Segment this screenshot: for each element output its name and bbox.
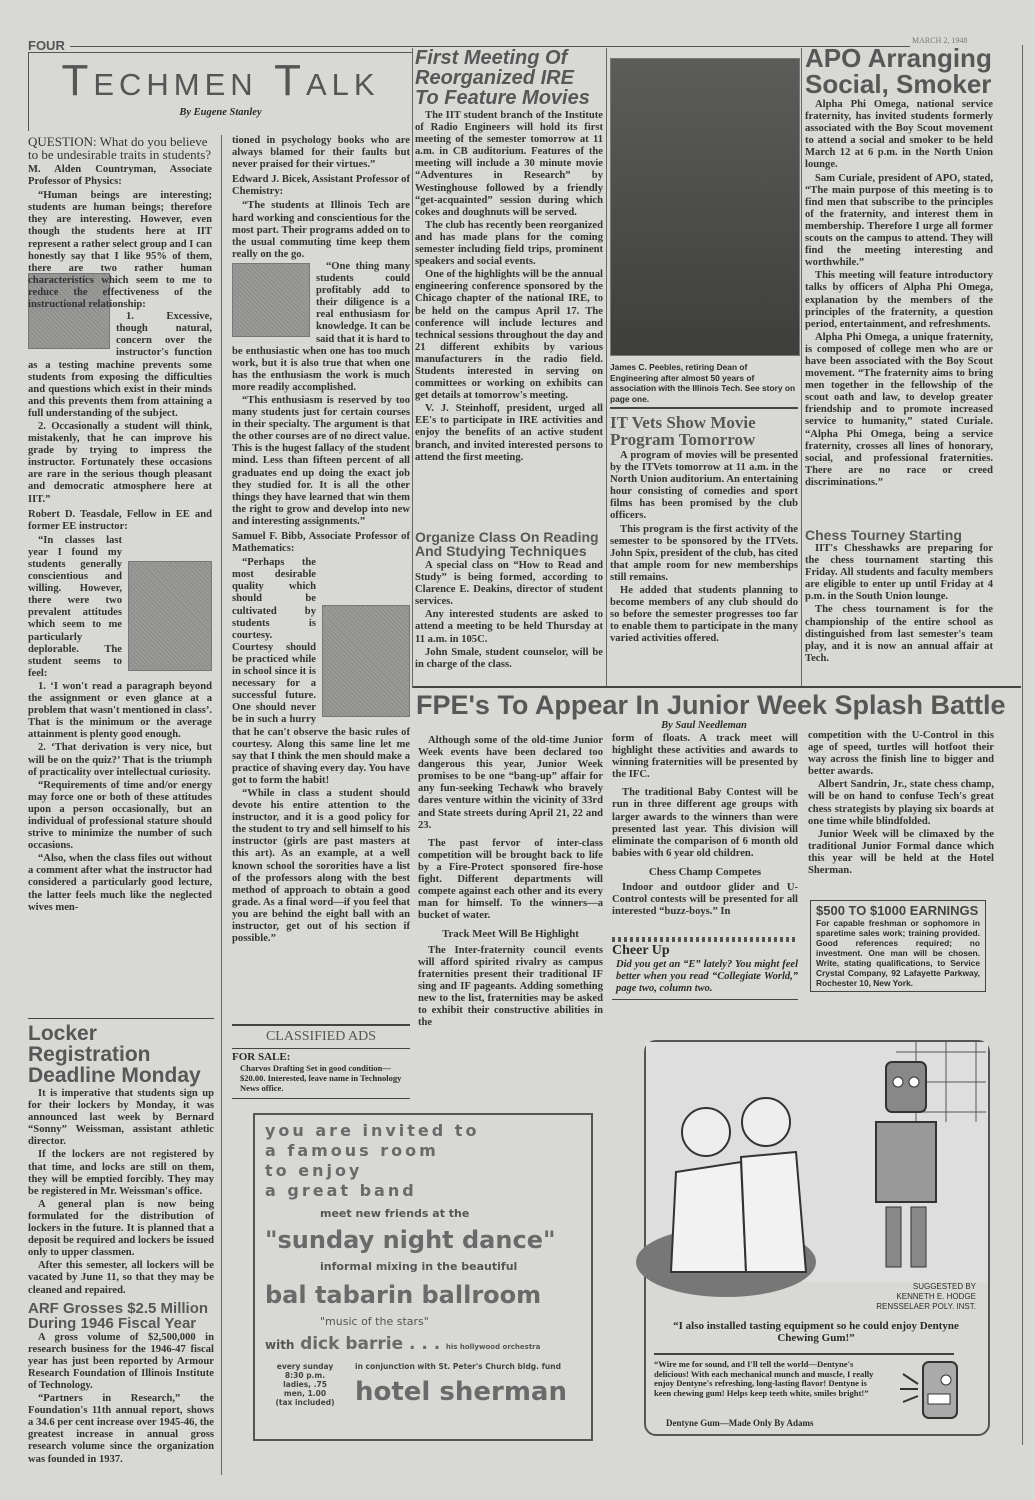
paragraph: “Partners in Research,” the Foundation's 11th annual report, shows a 34.6 per cent increase over 1945-46, the greatest increase in annual gross research volume since the organization was founded in 1937. — [28, 1393, 214, 1465]
paragraph: “Requirements of time and/or energy may force one or both of these attitudes upon a person occasionally, but an individual of professional stature should strive to minimize the number of such occasions. — [28, 779, 212, 852]
venue-name: bal tabarin ballroom — [265, 1281, 542, 1309]
schedule-line: ladies, .75 — [283, 1380, 327, 1389]
paragraph: “Perhaps the most desirable quality which should be cultivated by students is courtesy. Courtesy should be practiced while in school since it is necessary for a successful future. One should never be in such a hurry that he can't observe the basic rules of courtesy. Along this same line let me say that I think the men should make a practice of shaving every day. You have got to form the habit! — [232, 557, 410, 786]
cartoon-illustration — [646, 1042, 988, 1282]
paragraph: IIT's Chesshawks are preparing for the chess tournament starting this Friday. All students and faculty members are eligible to enter up until Friday at 4 p.m. in the South Union lounge. — [805, 543, 993, 603]
paragraph: Alpha Phi Omega, a unique fraternity, is composed of college men who are or have been associated with the Boy Scout movement. “The fraternity aims to bring men together in the fellowship of the scout oath and law, to develop greater friendship and to promote increased service to humanity,” stated Curiale. “Alpha Phi Omega, being a service fraternity, crosses all lines of honorary, social, and professional fraternities. There are no race or creed discriminations.” — [805, 331, 993, 488]
paragraph: “This enthusiasm is reserved by too many students just for certain courses in their specialty. The argument is that the other courses are of no direct value. This is the hugest fallacy of the student mind. Less than fifteen percent of all graduates end up doing the exact job they studied for. It is all the other things they have learned that win them the right to grow and develop into new and interesting assignments.” — [232, 394, 410, 527]
paragraph: It is imperative that students sign up for their lockers by Monday, it was announced last week by Bernard “Sonny” Weissman, assistant athletic director. — [28, 1088, 214, 1148]
paragraph: 2. ‘That derivation is very nice, but will be on the quiz?’ That is the triumph of practicality over intellectual curiosity. — [28, 742, 212, 778]
apo-article — [805, 45, 993, 530]
paragraph: Any interested students are asked to attend a meeting to be held Thursday at 11 a.m. in 105C. — [415, 609, 603, 645]
cheer-title: Cheer Up — [612, 943, 670, 958]
credit-line: RENSSELAER POLY. INST. — [876, 1302, 976, 1311]
paragraph: 2. Occasionally a student will think, mistakenly, that he can improve his grade by trying to impress the instructor. Fortunately these occasions are rare in the serious though pleasant and democratic atmosphere here at IIT.” — [28, 420, 212, 505]
respondent-name: Samuel F. Bibb, Associate Professor of Mathematics: — [232, 531, 410, 555]
cheer-up-box — [612, 937, 798, 1000]
chess-article — [805, 528, 993, 680]
dentyne-ad — [644, 1040, 990, 1436]
headline: Chess Tourney Starting — [805, 527, 962, 543]
cartoon-caption: “I also installed tasting equipment so he could enjoy Dentyne Chewing Gum!” — [673, 1320, 959, 1344]
paragraph: “In classes last year I found my students generally conscientious and willing. However, there were two prevalent attitudes which seem to me particularly deplorable. The student seems to feel: — [28, 534, 122, 679]
schedule-line: every sunday — [276, 1362, 334, 1371]
ad-line: in conjunction with St. Peter's Church bldg. fund — [355, 1362, 561, 1371]
fpe-column-2 — [612, 733, 798, 948]
page-number: FOUR — [28, 38, 65, 53]
paragraph: tioned in psychology books who are always blamed for their faults but never praised for their virtues.” — [232, 135, 410, 171]
paragraph: A special class on “How to Read and Study” is being formed, according to Clarence E. Deakins, director of student services. — [415, 560, 603, 608]
paragraph: Junior Week will be climaxed by the traditional Junior Formal dance which this year will be held at the Hotel Sherman. — [808, 828, 994, 877]
earnings-ad — [810, 900, 986, 992]
credit-line: KENNETH E. HODGE — [896, 1292, 976, 1301]
paragraph: John Smale, student counselor, will be in charge of the class. — [415, 646, 603, 670]
fpe-column-1 — [418, 735, 603, 1095]
fpe-column-3 — [808, 730, 994, 895]
classified-text: Charvos Drafting Set in good condition—$20.00. Interested, leave name in Technology News office. — [240, 1063, 402, 1093]
ad-tagline: Dentyne Gum—Made Only By Adams — [666, 1418, 814, 1428]
paragraph: The traditional Baby Contest will be run in three different age groups with larger awards to the winners than were presented last year. This division will eliminate the comparison of 6 month old babies with 6 year old children. — [612, 787, 798, 859]
photo-caption: James C. Peebles, retiring Dean of Engineering after almost 50 years of association with the Illinois Tech. See story on page one. — [610, 362, 796, 404]
ad-line: with — [265, 1338, 295, 1352]
subhead: Chess Champ Competes — [648, 865, 762, 878]
paragraph: The IIT student branch of the Institute of Radio Engineers will hold its first meeting of the semester tomorrow at 11 a.m. in CB auditorium. Features of the meeting will include a 30 minute movie “Adventures in Research” by Westinghouse followed by a friendly “get-acquainted” session during which cokes and doughnuts will be served. — [415, 110, 603, 218]
paragraph: The Inter-fraternity council events will afford spirited rivalry as campus fraternities present their traditional IF sing and IF pageants. Adding something new to the list, fraternities may be asked to exhibit their constructive abilities in the — [418, 944, 603, 1029]
paragraph: “Human beings are interesting; students are human beings; therefore they are interesting. However, even though the students here at IIT represent a rather select group and I can honestly say that I like 95% of them, there are two rather human characteristics which seem to me to reduce the effectiveness of the instructional relationship: — [28, 190, 212, 311]
paragraph: “One thing many students could profitably add to their diligence is a real enthusiasm for knowledge. It can be said that it is hard to be enthusiastic when one has too much work, but it is also true that when one has the enthusiasm the work is much more readily accomplished. — [232, 260, 410, 393]
cheer-text: Did you get an “E” lately? You might feel better when you read “Collegiate World,” page two, column two. — [616, 959, 798, 994]
headline: IT Vets Show Movie Program Tomorrow — [610, 413, 756, 449]
itvets-article — [610, 414, 798, 686]
paragraph: This program is the first activity of the semester to be sponsored by the ITVets. John Spix, president of the club, has cited that ample room for new memberships still remains. — [610, 523, 798, 583]
paragraph: Sam Curiale, president of APO, stated, “The main purpose of this meeting is to find men that subscribe to the principles of the fraternity, and interest them in membership. Therefore I urge all former scouts on the campus to attend. They will find the meeting interesting and worthwhile.” — [805, 172, 993, 269]
ad-quote: “Wire me for sound, and I'll tell the world—Dentyne's delicious! With each mechanical munch and muscle, I really enjoy Dentyne's refreshing, long-lasting flavor! Dentyne is keen chewing gum! Helps keep teeth white, smiles bright!” — [654, 1359, 874, 1398]
paragraph: 1. ‘I won't read a paragraph beyond the assignment or even glance at a problem that wasn't mentioned in class’. That is the minimum or the average attainment is plenty good enough. — [28, 680, 212, 741]
paragraph: A general plan is now being formulated for the distribution of lockers in the future. It is planned that a deposit be required and lockers be issued only to upper classmen. — [28, 1198, 214, 1259]
paragraph: competition with the U-Control in this age of speed, turtles will hotfoot their way across the finish line to bigger and better awards. — [808, 730, 994, 778]
robot-mascot-icon — [898, 1354, 978, 1429]
event-name: "sunday night dance" — [265, 1226, 556, 1254]
byline: By Saul Needleman — [661, 720, 747, 731]
ad-line: a famous room — [265, 1141, 439, 1160]
credit-line: SUGGESTED BY — [912, 1282, 976, 1291]
techmen-talk-header — [28, 52, 413, 131]
paragraph: form of floats. A track meet will highlight these activities and awards to winning fraternities will be presented by the IFC. — [612, 733, 798, 781]
band-line — [265, 1334, 581, 1354]
paragraph: Although some of the old-time Junior Week events have been declared too dangerous this year, Junior Week promises to be one “bang-up” affair for any fun-seeking Techawk who bravely dares venture within the vicinity of 33rd and State streets during April 21, 22 and 23. — [418, 735, 603, 831]
checker-rule — [612, 937, 798, 942]
paragraph: The club has recently been reorganized and has made plans for the coming semester including field trips, prominent speakers and social events. — [415, 219, 603, 268]
ad-line: "music of the stars" — [320, 1315, 429, 1328]
techmen-column-1 — [28, 135, 212, 1015]
classified-heading: FOR SALE: — [232, 1051, 291, 1063]
byline: By Eugene Stanley — [179, 107, 262, 118]
ad-footer — [265, 1362, 581, 1407]
hotel-sherman-dance-ad — [253, 1113, 593, 1441]
ad-title: $500 TO $1000 EARNINGS — [816, 903, 979, 918]
paragraph: One of the highlights will be the annual engineering conference sponsored by the Chicago chapter of the national IRE, to be held on the campus April 17. The conference will include lectures and technical sessions throughout the day and 21 different exhibits by various manufacturers in the radio field. Students interested in serving on committees or working on exhibits can get details at tomorrow's meeting. — [415, 269, 603, 402]
paragraph: Albert Sandrin, Jr., state chess champ, will be on hand to confuse Tech's great chess strategists by playing six boards at one time while blindfolded. — [808, 779, 994, 827]
divider — [413, 686, 1021, 688]
divider — [610, 407, 798, 409]
reading-class-article — [415, 530, 603, 685]
hotel-name: hotel sherman — [355, 1377, 567, 1407]
respondent-name: M. Alden Countryman, Associate Professor of Physics: — [28, 164, 212, 188]
paragraph: V. J. Steinhoff, president, urged all EE's to participate in IRE activities and enjoy the benefits of an active student branch, and invited interested persons to attend the first meeting. — [415, 403, 603, 463]
ad-line: a great band — [265, 1181, 417, 1200]
portrait-photo-bibb — [322, 605, 410, 717]
question: QUESTION: What do you believe to be undesirable traits in students? — [28, 134, 212, 162]
respondent-name: Robert D. Teasdale, Fellow in EE and former EE instructor: — [28, 508, 212, 532]
paragraph: “The students at Illinois Tech are hard working and conscientious for the most part. Their programs added on to the usual commuting time keep them really on the go. — [232, 200, 410, 260]
fpe-headline: FPE's To Appear In Junior Week Splash Battle — [416, 690, 1006, 720]
schedule-line: (tax included) — [275, 1398, 335, 1407]
column-rule — [412, 48, 413, 688]
credit — [876, 1282, 976, 1312]
column-rule — [801, 48, 802, 688]
portrait-photo-teasdale — [128, 561, 212, 671]
ire-article — [415, 48, 603, 518]
ad-line: to enjoy — [265, 1161, 363, 1180]
ad-line: you are invited to — [265, 1121, 480, 1140]
paragraph: The chess tournament is for the championship of the entire school as distinguished from last semester's team play, and it is now an annual affair at Tech. — [805, 604, 993, 664]
headline: ARF Grosses $2.5 Million During 1946 Fiscal Year — [28, 1299, 209, 1332]
page-date: MARCH 2, 1948 — [912, 36, 968, 45]
schedule — [265, 1362, 345, 1407]
paragraph: This meeting will feature introductory talks by officers of Alpha Phi Omega, explanation by the members of the principles of the fraternity, a question period, entertainment, and refreshments. — [805, 270, 993, 330]
paragraph: Alpha Phi Omega, national service fraternity, has invited students formerly associated with the Boy Scout movement to attend a social and smoker to be held March 12 at 6 p.m. in the North Union lounge. — [805, 99, 993, 171]
subhead: Track Meet Will Be Highlight — [442, 928, 579, 941]
paragraph: After this semester, all lockers will be vacated by June 11, so that they may be cleaned and repaired. — [28, 1260, 214, 1296]
paragraph: If the lockers are not registered by that time, and locks are still on them, they will be emptied forcibly. They may be registered in Mr. Weissman's office. — [28, 1149, 214, 1197]
ad-line: informal mixing in the beautiful — [320, 1260, 518, 1273]
portrait-photo-bicek — [232, 263, 310, 337]
paragraph: A program of movies will be presented by the ITVets tomorrow at 11 a.m. in the North Union auditorium. An entertaining hour consisting of comedies and sport films has been promised by the club officers. — [610, 450, 798, 522]
paragraph: 1. Excessive, though natural, concern over the instructor's function as a testing machine prevents some students from exposing the difficulties and questions which exist in their minds and this prevents them from attaining a full understanding of the subject. — [28, 311, 212, 419]
column-rule — [606, 48, 607, 688]
schedule-line: 8:30 p.m. — [284, 1371, 326, 1380]
dean-peebles-photo — [610, 58, 800, 356]
headline: APO Arranging Social, Smoker — [805, 43, 992, 99]
paragraph: The past fervor of inter-class competition will be brought back to life by a Fire-Protect sponsored fire-hose fight. Different departments will compete against each other and its every man for himself. To the winners—a bucket of water. — [418, 837, 603, 922]
headline: First Meeting Of Reorganized IRE To Feature Movies — [415, 47, 590, 109]
band-name: dick barrie . . . — [300, 1334, 441, 1354]
locker-article — [28, 1018, 214, 1465]
classified-title: CLASSIFIED ADS — [265, 1029, 377, 1044]
page-edge-rule — [1022, 45, 1023, 1445]
schedule-line: men, 1.00 — [283, 1389, 327, 1398]
headline: Organize Class On Reading And Studying Techniques — [415, 529, 599, 559]
paragraph: Indoor and outdoor glider and U-Control contests will be presented for all interested “buzz-boys.” In — [612, 882, 798, 918]
column-title: Techmen Talk — [61, 56, 380, 105]
headline: Locker Registration Deadline Monday — [28, 1022, 201, 1087]
paragraph: “While in class a student should devote his entire attention to the instructor, and it is a good policy for the student to try and sell himself to his instructor (girls are past masters at this art). As an example, at a well known school the sororities have a list of the professors along with the best method of approach to obtain a good grade. As a final word—if you feel that you are behind the eight ball with an instructor, get out of his section if possible.” — [232, 787, 410, 945]
classified-ads — [232, 1024, 410, 1099]
paragraph: “Also, when the class files out without a comment after what the instructor had considered a particularly good lecture, the latter feels much like the neglected wives men- — [28, 853, 212, 913]
column-rule — [221, 135, 222, 1475]
ad-line: meet new friends at the — [320, 1207, 470, 1220]
ad-text: For capable freshman or sophomore in sparetime sales work; training provided. Good references required; no investment. One man will be chosen. Write, stating qualifications, to Service Crystal Company, 92 Lafayette Parkway, Rochester 10, New York. — [816, 918, 980, 988]
ad-line: his hollywood orchestra — [445, 1343, 541, 1351]
respondent-name: Edward J. Bicek, Assistant Professor of Chemistry: — [232, 174, 410, 198]
paragraph: A gross volume of $2,500,000 in research business for the 1946-47 fiscal year has just been reported by Armour Research Foundation of Illinois Institute of Technology. — [28, 1331, 214, 1391]
paragraph: He added that students planning to become members of any club should do so before the semester progresses too far to enable them to participate in the many varied activities offered. — [610, 585, 798, 645]
techmen-column-2 — [232, 135, 410, 1018]
